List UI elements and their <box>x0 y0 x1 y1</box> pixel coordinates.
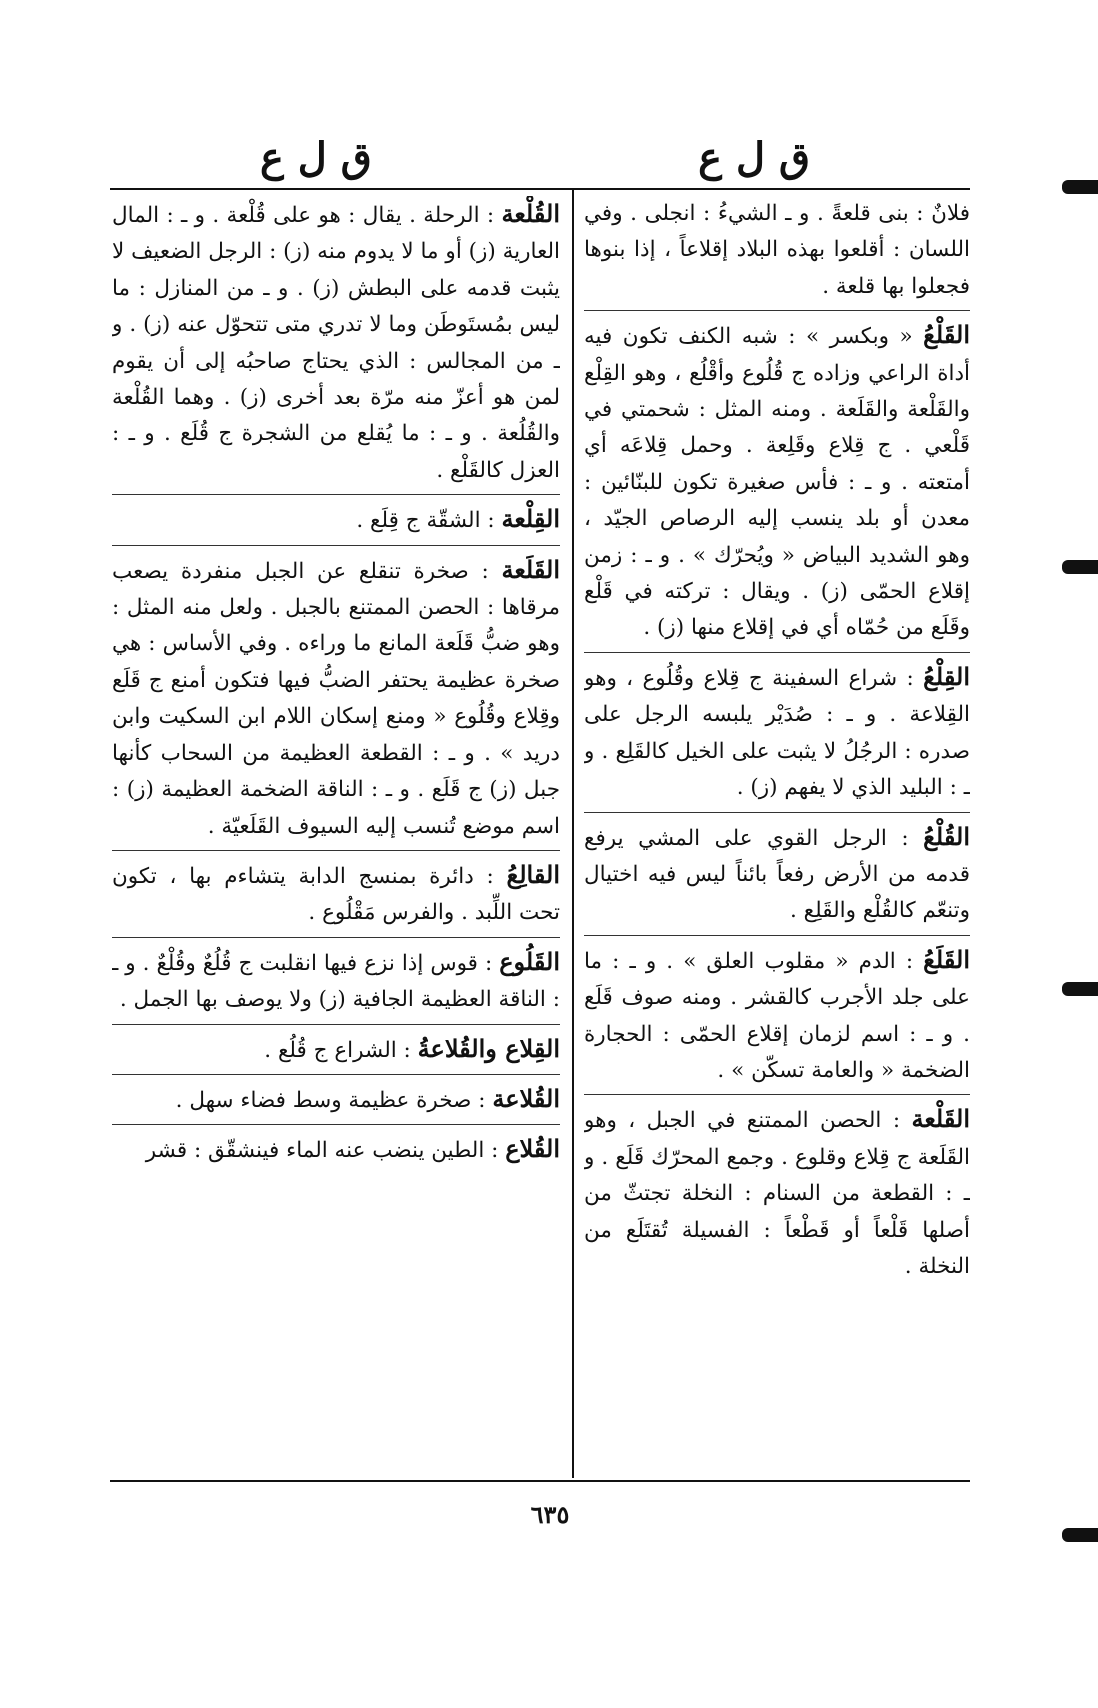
entry-definition: « وبكسر » : شبه الكنف تكون فيه أداة الراعي وزاده ج قُلُوع وأقْلُع ، وهو القِلْع والقَلْعة والقَلَعة . ومنه المثل : شحمتي في قَلْعي . ج قِلاع وقَلِعة . وحمل قِلاعَه أي أمتعته . و ـ : فأس صغيرة تكون للبنّائين : معدن أو بلد ينسب إليه الرصاص الجيّد ، وهو الشديد البياض « ويُحرّك » . و ـ : زمن إقلاع الحمّى (ز) . ويقال : تركته في قَلْع وقَلَع من حُمّاه أي في إقلاع منها (ز) . <box>584 324 970 641</box>
edge-ink-mark <box>1062 180 1098 194</box>
column-divider <box>572 190 574 1478</box>
entry-headword: القَلُوع <box>499 946 560 976</box>
entry-headword: القِلْعة <box>501 504 560 534</box>
right-column <box>584 196 970 1476</box>
edge-ink-mark <box>1062 560 1098 574</box>
entry-definition: : صخرة تنقلع عن الجبل منفردة يصعب مرقاها : الحصن الممتنع بالجبل . ولعل منه المثل : وهو ضبُّ قَلَعة المانع ما وراءه . وفي الأساس : هي صخرة عظيمة يحتفر الضبُّ فيها فتكون أمنع ج قَلَع وقِلاع وقُلُوع « ومنع إسكان اللام ابن السكيت وابن دريد » . و ـ : القطعة العظيمة من السحاب كأنها جبل (ز) ج قَلَع . و ـ : الناقة الضخمة العظيمة (ز) : اسم موضع تُنسب إليه السيوف القَلَعيّة . <box>112 558 560 839</box>
entry-headword: القَلْعُ <box>923 320 970 350</box>
entry-definition: : الشقّة ج قِلَع . <box>356 508 495 534</box>
dictionary-entry <box>112 1031 560 1075</box>
entry-definition: : الطين ينضب عنه الماء فينشقّق : قشر <box>145 1138 499 1164</box>
dictionary-entry <box>112 196 560 495</box>
right-running-head: ق ل ع <box>698 134 810 181</box>
dictionary-entry <box>584 659 970 813</box>
left-running-head: ق ل ع <box>260 134 372 181</box>
edge-ink-mark <box>1062 982 1098 996</box>
footer-rule <box>110 1480 970 1482</box>
dictionary-entry <box>584 942 970 1096</box>
entry-headword: القُلاع <box>505 1134 560 1164</box>
dictionary-entry <box>584 1101 970 1290</box>
dictionary-entry <box>112 1081 560 1125</box>
entry-headword: القَلَعُ <box>923 944 970 974</box>
entry-definition: : دائرة بمنسج الدابة يتشاءم بها ، تكون تحت اللِّبد . والفرس مَقْلُوع . <box>112 863 560 926</box>
entry-headword: القُلْعُ <box>923 821 970 851</box>
entry-headword: القالِعُ <box>506 859 560 889</box>
left-column <box>112 196 560 1476</box>
entry-definition: : الرحلة . يقال : هو على قُلْعة . و ـ : المال العارية (ز) أو ما لا يدوم منه (ز) : الرجل الضعيف لا يثبت قدمه على البطش (ز) . و ـ من المنازل : ما ليس بمُستَوطَن وما لا تدري متى تتحوّل عنه (ز) . و ـ من المجالس : الذي يحتاج صاحبُه إلى أن يقوم لمن هو أعزّ منه مرّة بعد أخرى (ز) . وهما القُلْعة والقُلُعة . و ـ : ما يُقلع من الشجرة ج قُلَع . و ـ : العزل كالقَلْع . <box>112 203 560 483</box>
entry-definition: : الحصن الممتنع في الجبل ، وهو القَلَعة ج قِلاع وقلوع . وجمع المحرّك قَلَع . و ـ : القطعة من السنام : النخلة تجتثّ من أصلها قَلْعاً أو قَطْعاً : الفسيلة تُقتَلَع من النخلة . <box>584 1108 970 1279</box>
entry-headword: القِلْعُ <box>923 661 970 691</box>
entry-definition: : صخرة عظيمة وسط فضاء سهل . <box>175 1087 486 1113</box>
dictionary-entry <box>584 317 970 653</box>
entry-definition: : قوس إذا نزع فيها انقلبت ج قُلُعٌ وقُلْعٌ . و ـ : الناقة العظيمة الجافية (ز) ولا يوصف بها الجمل . <box>112 950 560 1013</box>
entry-definition: : الدم « مقلوب العلق » . و ـ : ما على جلد الأجرب كالقشر . ومنه صوف قَلَع . و ـ : اسم لزمان إقلاع الحمّى : الحجارة الضخمة « والعامة تسكّن » . <box>584 948 970 1083</box>
entry-headword: القُلاعة <box>492 1083 560 1113</box>
dictionary-entry <box>584 819 970 936</box>
dictionary-entry <box>112 552 560 851</box>
entry-headword: القَلْعة <box>911 1104 970 1134</box>
entry-headword: القَلَعة <box>501 554 560 584</box>
dictionary-entry <box>112 501 560 545</box>
entry-headword: القِلاع والقُلاعةُ <box>417 1033 560 1063</box>
entry-definition: : الشراع ج قُلُع . <box>264 1037 411 1063</box>
entry-headword: القُلْعة <box>501 199 560 228</box>
dictionary-entry <box>112 857 560 938</box>
page-number: ٦٣٥ <box>530 1500 570 1529</box>
edge-ink-mark <box>1062 1528 1098 1542</box>
dictionary-entry <box>584 196 970 311</box>
dictionary-entry <box>112 1131 560 1174</box>
entry-definition: : شراع السفينة ج قِلاع وقُلُوع ، وهو القِلاعة . و ـ : صُدَيْر يلبسه الرجل على صدره : الرجُلُ لا يثبت على الخيل كالقَلِع . و ـ : البليد الذي لا يفهم (ز) . <box>584 665 970 801</box>
entry-definition: فلانٌ : بنى قلعةً . و ـ الشيءُ : انجلى . وفي اللسان : أقلعوا بهذه البلاد إقلاعاً ، إذا بنوها فجعلوا بها قلعة . <box>584 201 970 299</box>
entry-definition: : الرجل القوي على المشي يرفع قدمه من الأرض رفعاً بائناً ليس فيه اختيال وتنعّم كالقُلْع والقَلِع . <box>584 825 970 924</box>
header-rule <box>110 188 970 190</box>
page-header <box>110 128 970 188</box>
dictionary-entry <box>112 944 560 1025</box>
